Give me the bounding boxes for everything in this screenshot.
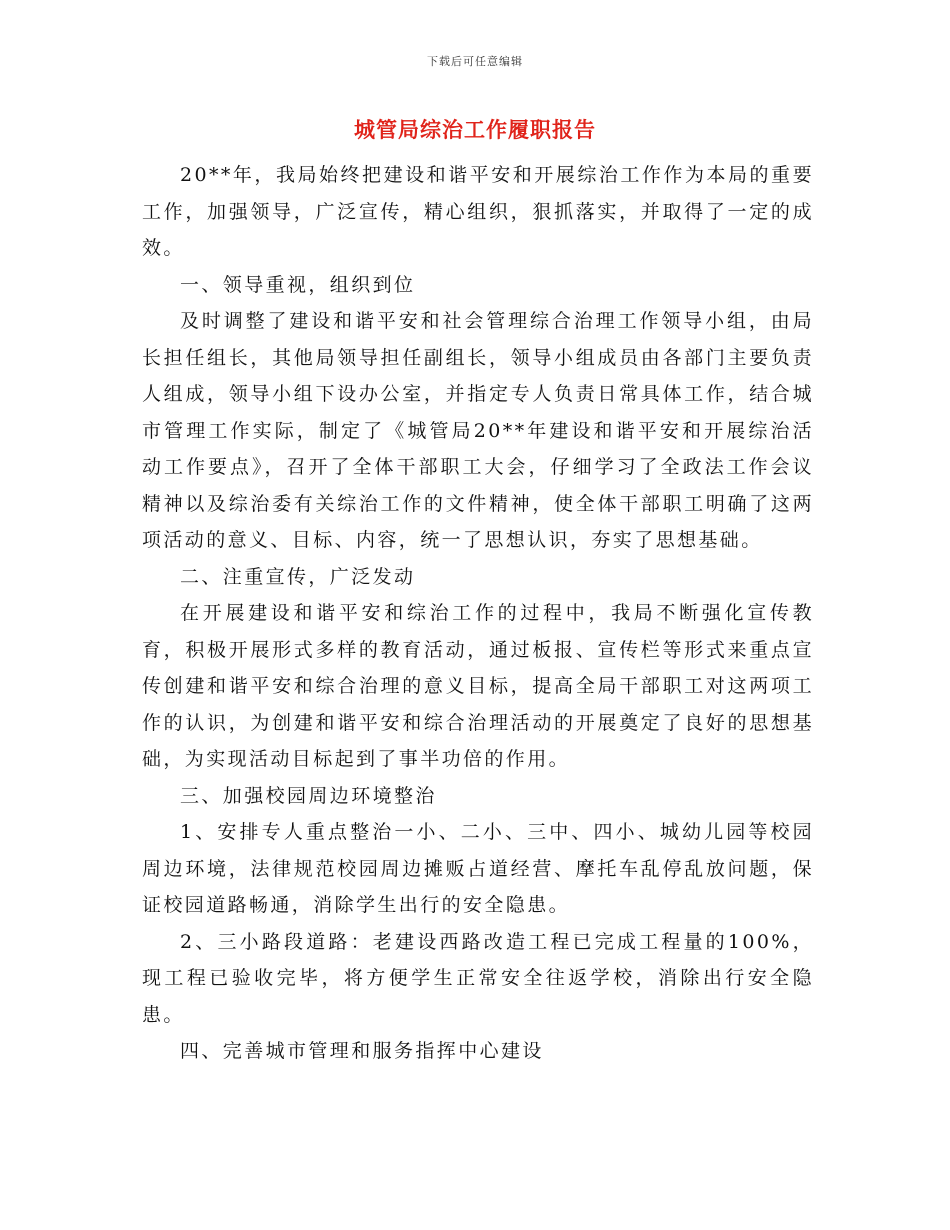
document-title: 城管局综治工作履职报告 xyxy=(354,117,596,142)
header-note: 下载后可任意编辑 xyxy=(427,55,523,68)
section-3-item-1: 1、安排专人重点整治一小、二小、三中、四小、城幼儿园等校园周边环境，法律规范校园周边摊贩占道经营、摩托车乱停乱放问题，保证校园道路畅通，消除学生出行的安全隐患。 xyxy=(142,821,814,916)
section-heading-4: 四、完善城市管理和服务指挥中心建设 xyxy=(180,1040,544,1062)
section-heading-3: 三、加强校园周边环境整治 xyxy=(180,784,437,807)
section-1-paragraph: 及时调整了建设和谐平安和社会管理综合治理工作领导小组，由局长担任组长，其他局领导担任副组长，领导小组成员由各部门主要负责人组成，领导小组下设办公室，并指定专人负责日常具体工作，结合城市管理工作实际，制定了《城管局20**年建设和谐平安和开展综治活动工作要点》，召开了全体干部职工大会，仔细学习了全政法工作会议精神以及综治委有关综治工作的文件精神，使全体干部职工明确了这两项活动的意义、目标、内容，统一了思想认识，夯实了思想基础。 xyxy=(142,310,814,551)
section-2-paragraph: 在开展建设和谐平安和综治工作的过程中，我局不断强化宣传教育，积极开展形式多样的教育活动，通过板报、宣传栏等形式来重点宣传创建和谐平安和综合治理的意义目标，提高全局干部职工对这两项工作的认识，为创建和谐平安和综合治理活动的开展奠定了良好的思想基础，为实现活动目标起到了事半功倍的作用。 xyxy=(142,602,814,770)
section-3-item-2: 2、三小路段道路：老建设西路改造工程已完成工程量的100%，现工程已验收完毕，将方便学生正常安全往返学校，消除出行安全隐患。 xyxy=(142,930,814,1026)
section-heading-2: 二、注重宣传，广泛发动 xyxy=(180,565,416,588)
document-body xyxy=(142,157,814,1070)
section-heading-1: 一、领导重视，组织到位 xyxy=(180,273,416,296)
intro-paragraph: 20**年，我局始终把建设和谐平安和开展综治工作作为本局的重要工作，加强领导，广泛宣传，精心组织，狠抓落实，并取得了一定的成效。 xyxy=(142,164,814,259)
